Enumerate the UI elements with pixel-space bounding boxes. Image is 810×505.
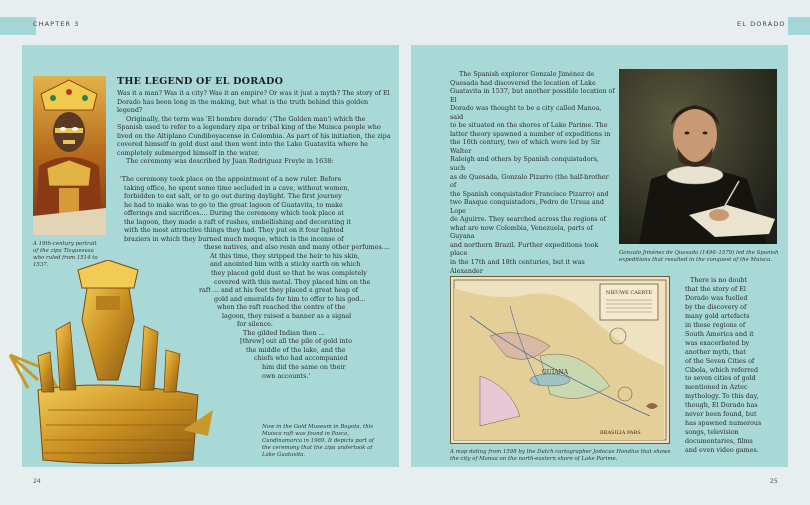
quesada-portrait-image — [619, 69, 777, 244]
side-line: many gold artefacts — [685, 311, 750, 320]
hondius-map-svg — [450, 276, 670, 444]
column-line: in the 17th and 18th centuries, but it was Alexander — [450, 258, 585, 275]
side-line: that the story of El — [685, 284, 746, 293]
quesada-portrait-svg — [619, 69, 777, 244]
quote-line: the lagoon, they made a raft of rushes, embellishing and decorating it — [124, 217, 352, 226]
left-page-number: 24 — [33, 478, 41, 485]
zipa-portrait-image — [33, 76, 106, 235]
zipa-portrait-caption: A 19th-century portrait of the zipa Tisquesusa who ruled from 1514 to 1537. — [33, 241, 98, 268]
quote-line: gold and emeralds for him to offer to his god... — [214, 294, 366, 303]
raft-caption: Now in the Gold Museum in Bogota, this Muisca raft was found in Pasca, Cundinamarca in 1969. It depicts part of the ceremony that the zipa undertook at Lake Guatavita. — [262, 424, 374, 458]
side-line: another myth, that — [685, 347, 746, 356]
side-line: South America and it — [685, 329, 754, 338]
intro-paragraph: The ceremony was described by Juan Rodriguez Freyle in 1638: — [126, 157, 334, 166]
map-caption: A map dating from 1598 by the Dutch cartographer Jodocus Hondius that shows the city of Manoa on the north-eastern shore of Lake Parime. — [450, 449, 671, 462]
quote-line: offerings and sacrifices.... During the ceremony which took place at — [124, 209, 344, 218]
side-line: There is no doubt — [690, 276, 748, 284]
side-line: songs, television — [685, 428, 739, 437]
column-line: Quesada had discovered the location of Lake — [450, 78, 596, 87]
column-line: and northern Brazil. Further expeditions took place — [450, 240, 599, 258]
column-line: Guatavita in 1537, but another possible location of El — [450, 87, 615, 104]
quesada-caption: Gonzalo Jiménez de Quesada (1496–1579) led the Spanish expeditions that resulted in the conquest of the Muisca. — [619, 250, 779, 263]
quote-line: he had to make was to go to the great lagoon of Guatavita, to make — [124, 200, 343, 209]
column-line: de Aguirre. They searched across the regions of — [450, 215, 606, 224]
side-line: never been found, but — [685, 410, 757, 419]
quote-line: raft ... and at his feet they placed a great heap of — [199, 286, 359, 295]
quote-line: and anointed him with a sticky earth on which — [210, 260, 361, 269]
side-line: documentaries, films — [685, 437, 753, 446]
quote-line: chiefs who had accompanied — [254, 354, 348, 363]
quote-line: taking office, he spent some time secluded in a cave, without women, — [124, 183, 350, 192]
column-line: what are now Colombia, Venezuela, parts of Guyana — [450, 223, 593, 241]
column-line: The Spanish explorer Gonzalo Jiménez de — [459, 70, 595, 78]
column-line: the 16th century, two of which were led by Sir Walter — [450, 138, 601, 155]
map-south-label: BRASILIA PARS — [600, 430, 641, 436]
freyle-quote — [120, 175, 392, 380]
column-line: the Spanish conquistador Francisco Pizarro) and — [450, 189, 609, 198]
intro-paragraph: Originally, the term was 'El hombre dorado' ('The Golden man') which the Spanish used to refer to a legendary zipa or tribal king of the Muisca people who lived on the Altiplano Cundiboyacense in Colombia. As part of his initiation, the zipa covered himself in gold dust and then went into the Lake Guatavita where he completely submerged himself in the water. — [117, 114, 391, 157]
intro-text — [117, 89, 392, 166]
header-bar-left-accent — [0, 17, 36, 35]
article-title: THE LEGEND OF EL DORADO — [117, 76, 284, 87]
zipa-portrait-svg — [33, 76, 106, 235]
right-page-number: 25 — [770, 478, 778, 485]
side-line: to seven cities of gold — [685, 374, 756, 383]
side-line: of the Seven Cities of — [685, 356, 755, 365]
side-line: by the discovery of — [685, 302, 747, 311]
quote-line: when the raft reached the centre of the — [217, 303, 346, 312]
column-line: as de Quesada, Gonzalo Pizarro (the half-brother of — [450, 172, 609, 190]
quote-line: him did the same on their — [262, 363, 346, 372]
side-line: mentioned in Aztec — [685, 383, 748, 392]
column-line: Raleigh and others by Spanish conquistadors, such — [450, 155, 599, 173]
quote-line: own accounts.' — [262, 371, 311, 380]
side-line: mythology. To this day, — [685, 392, 759, 401]
quote-line: [threw] out all the pile of gold into — [240, 337, 352, 346]
quote-line: At this time, they stripped the heir to his skin, — [210, 251, 360, 260]
side-line: in these regions of — [685, 320, 746, 329]
side-line: Cibola, which referred — [685, 365, 759, 374]
quote-line: these natives, and also resin and many other perfumes.... — [204, 243, 390, 252]
map-region-label: GUIANA — [542, 369, 569, 376]
map-cartouche-title: NIEUWE CAERTE — [605, 290, 653, 296]
quote-line: covered with this metal. They placed him on the — [214, 277, 371, 286]
quote-line: they placed gold dust so that he was completely — [211, 269, 367, 278]
side-line: Dorado was fuelled — [685, 293, 748, 302]
quote-line: for silence. — [237, 320, 273, 329]
side-line: and even video games. — [685, 446, 759, 455]
header-bar — [0, 17, 810, 35]
section-label: EL DORADO — [737, 20, 786, 28]
quote-line: The gilded Indian then ... — [243, 328, 325, 337]
header-bar-right-accent — [788, 17, 810, 35]
quote-line: 'The ceremony took place on the appointment of a new ruler. Before — [120, 175, 342, 183]
column-line: to be situated on the shores of Lake Parime. The — [450, 121, 608, 130]
quote-line: forbidden to eat salt, or to go out during daylight. The first journey — [124, 192, 342, 201]
hondius-map-image — [450, 276, 670, 444]
column-line: latter theory spawned a number of expeditions in — [450, 129, 611, 138]
chapter-label: CHAPTER 3 — [33, 20, 80, 28]
side-line: was exacerbated by — [685, 338, 750, 347]
column-line: two Basque conquistadors, Pedro de Ursua and Lope — [450, 198, 604, 215]
side-line: though, El Dorado has — [685, 401, 758, 410]
quote-line: with the most attractive things they had. They put on it four lighted — [124, 226, 344, 235]
quote-line: the middle of the lake, and the — [246, 345, 346, 354]
quote-line: braziers in which they burned much moque, which is the incense of — [124, 234, 344, 243]
side-line: has spawned numerous — [685, 419, 762, 428]
side-column-text — [675, 276, 787, 455]
quote-line: lagoon, they raised a banner as a signal — [222, 311, 352, 320]
column-line: Dorado was thought to be a city called Manoa, said — [450, 104, 602, 121]
intro-paragraph: Was it a man? Was it a city? Was it an empire? Or was it just a myth? The story of El Dorado has been long in the making, but what is the truth behind this golden legend? — [117, 89, 390, 115]
